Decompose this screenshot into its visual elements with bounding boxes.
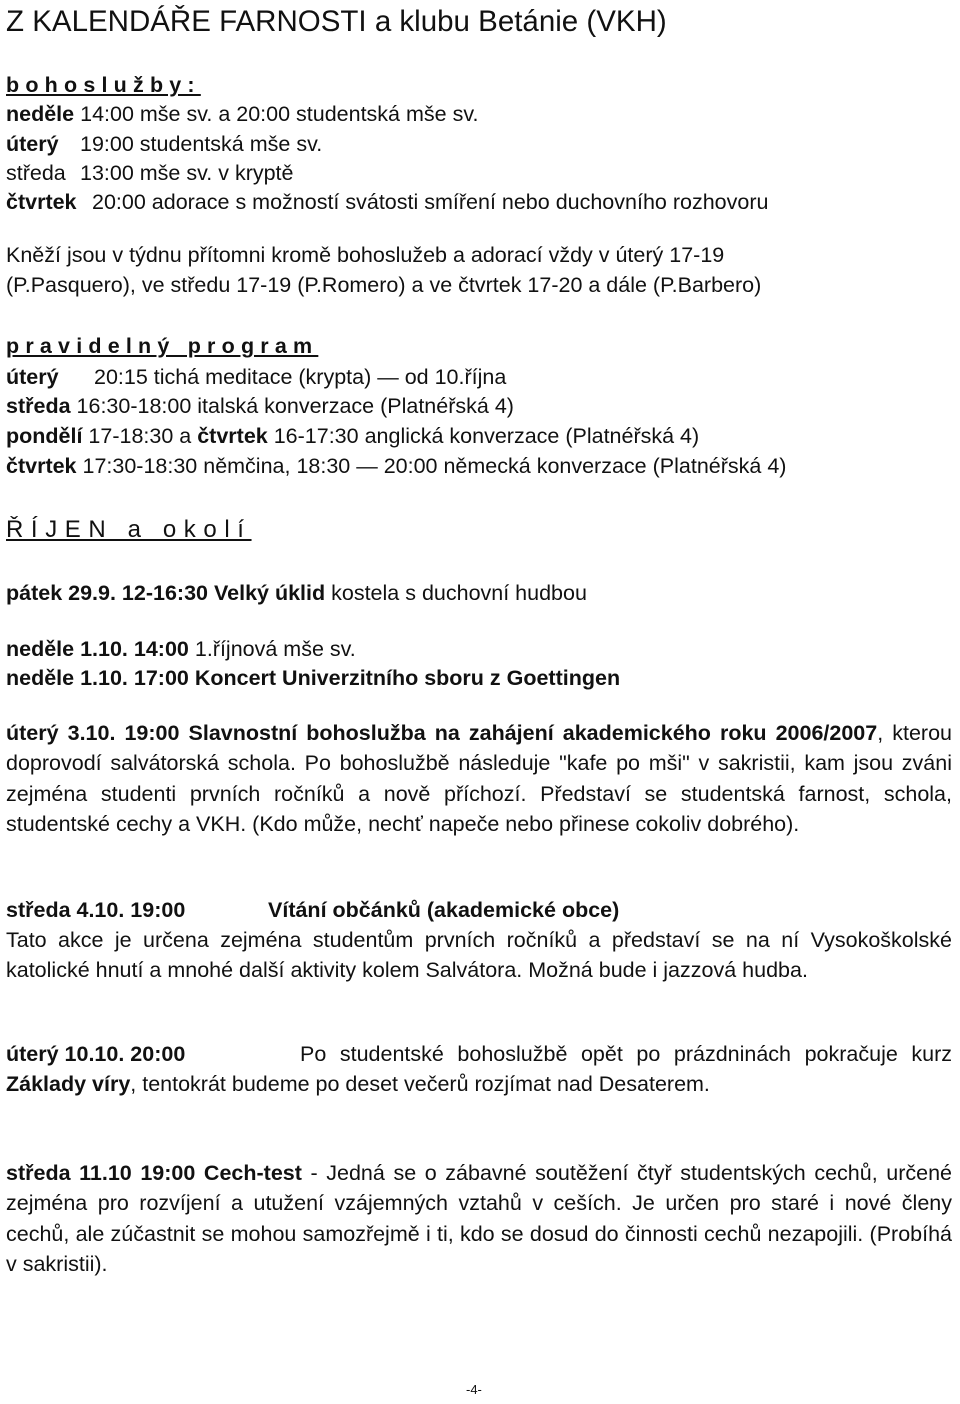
event-title: Velký úklid: [213, 581, 326, 605]
program-line: [6, 452, 956, 481]
service-text: 14:00 mše sv. a 20:00 studentská mše sv.: [80, 102, 479, 126]
event-paragraph: [6, 925, 952, 986]
priests-paragraph: [6, 240, 952, 301]
event-text: 1.říjnová mše sv.: [194, 637, 356, 661]
program-heading: pravidelný program: [6, 334, 319, 358]
service-day: úterý: [6, 132, 59, 156]
event-date: středa 4.10. 19:00: [6, 898, 186, 922]
program-day: úterý: [6, 365, 59, 389]
program-text: 17-18:30 a: [88, 424, 192, 448]
service-line: [6, 159, 956, 188]
event-line: [6, 664, 956, 693]
service-line: [6, 100, 956, 129]
priests-line: (P.Pasquero), ve středu 17-19 (P.Romero) a ve čtvrtek 17-20 a dále (P.Barbero): [6, 273, 762, 298]
event-text: - Jedná se o zábavné soutěžení čtyř studentských cechů, určené zejména pro rozvíjení a utužení vzájemných vztahů v ceších. Je určen pro staré i nové členy cechů, ale zúčastnit se mohou samozřejmě i ti, kdo se dosud do činnosti cechů nezapojili. (Probíhá v sakristii).: [6, 1161, 953, 1276]
service-text: 19:00 studentská mše sv.: [80, 132, 323, 156]
event-text: Po studentské bohoslužbě opět po prázdninách pokračuje kurz: [300, 1042, 952, 1066]
event-date: středa 11.10 19:00 Cech-test: [6, 1161, 302, 1185]
program-day: čtvrtek: [6, 454, 77, 478]
program-text: 17:30-18:30 němčina, 18:30 — 20:00 německá konverzace (Platnéřská 4): [82, 454, 787, 478]
event-date: neděle 1.10. 14:00: [6, 637, 189, 661]
event-text: , tentokrát budeme po deset večerů rozjímat nad Desaterem.: [130, 1072, 710, 1097]
program-day: pondělí: [6, 424, 83, 448]
event-title: neděle 1.10. 17:00 Koncert Univerzitního sboru z Goettingen: [6, 666, 621, 690]
program-text: 20:15 tichá meditace (krypta) — od 10.října: [94, 365, 507, 389]
program-text: 16-17:30 anglická konverzace (Platnéřská 4): [273, 424, 700, 448]
event-title: Vítání občánků (akademické obce): [268, 898, 620, 922]
program-line: [6, 392, 956, 421]
event-text: kostela s duchovní hudbou: [331, 581, 587, 605]
event-line: [6, 635, 956, 664]
program-day: čtvrtek: [197, 424, 268, 448]
event-text: , kterou doprovodí salvátorská schola. Po bohoslužbě následuje "kafe po mši" v sakristii, kam jsou zváni zejména studenti prvních ročníků a nově příchozí. Představí se studentská farnost, schola, studentské cechy a VKH. (Kdo může, nechť napeče nebo přinese cokoliv dobrého).: [6, 721, 952, 836]
service-line: [6, 130, 956, 159]
event-title: Slavnostní bohoslužba na zahájení akademického roku 2006/2007: [188, 721, 878, 745]
service-text: 20:00 adorace s možností svátosti smíření nebo duchovního rozhovoru: [92, 190, 769, 214]
event-line: [6, 896, 956, 925]
program-line: [6, 363, 956, 392]
month-heading: ŘÍJEN a okolí: [6, 516, 252, 543]
event-title: Základy víry: [6, 1072, 131, 1097]
event-line: [6, 579, 956, 608]
service-day: středa: [6, 161, 66, 185]
event-text: Tato akce je určena zejména studentům prvních ročníků a představí se na ní Vysokoškolské katolické hnutí a mnohé další aktivity kolem Salvátora. Možná bude i jazzová hudba.: [6, 928, 952, 983]
event-paragraph: [6, 718, 952, 839]
service-day: neděle: [6, 102, 75, 126]
services-heading: bohoslužby:: [6, 73, 201, 97]
program-day: středa: [6, 394, 71, 418]
event-paragraph: [6, 1039, 952, 1100]
event-date: úterý 10.10. 20:00: [6, 1042, 186, 1066]
page-number: -4-: [466, 1382, 482, 1397]
event-date: úterý 3.10. 19:00: [6, 721, 180, 745]
service-text: 13:00 mše sv. v kryptě: [80, 161, 294, 185]
priests-line: Kněží jsou v týdnu přítomni kromě bohoslužeb a adorací vždy v úterý 17-19: [6, 243, 725, 267]
program-text: 16:30-18:00 italská konverzace (Platnéřská 4): [76, 394, 514, 418]
page-title: Z KALENDÁŘE FARNOSTI a klubu Betánie (VKH): [6, 5, 667, 38]
event-paragraph: [6, 1158, 952, 1279]
service-day: čtvrtek: [6, 190, 77, 214]
program-line: [6, 422, 956, 451]
event-date: pátek 29.9. 12-16:30: [6, 581, 208, 605]
service-line: [6, 188, 956, 217]
